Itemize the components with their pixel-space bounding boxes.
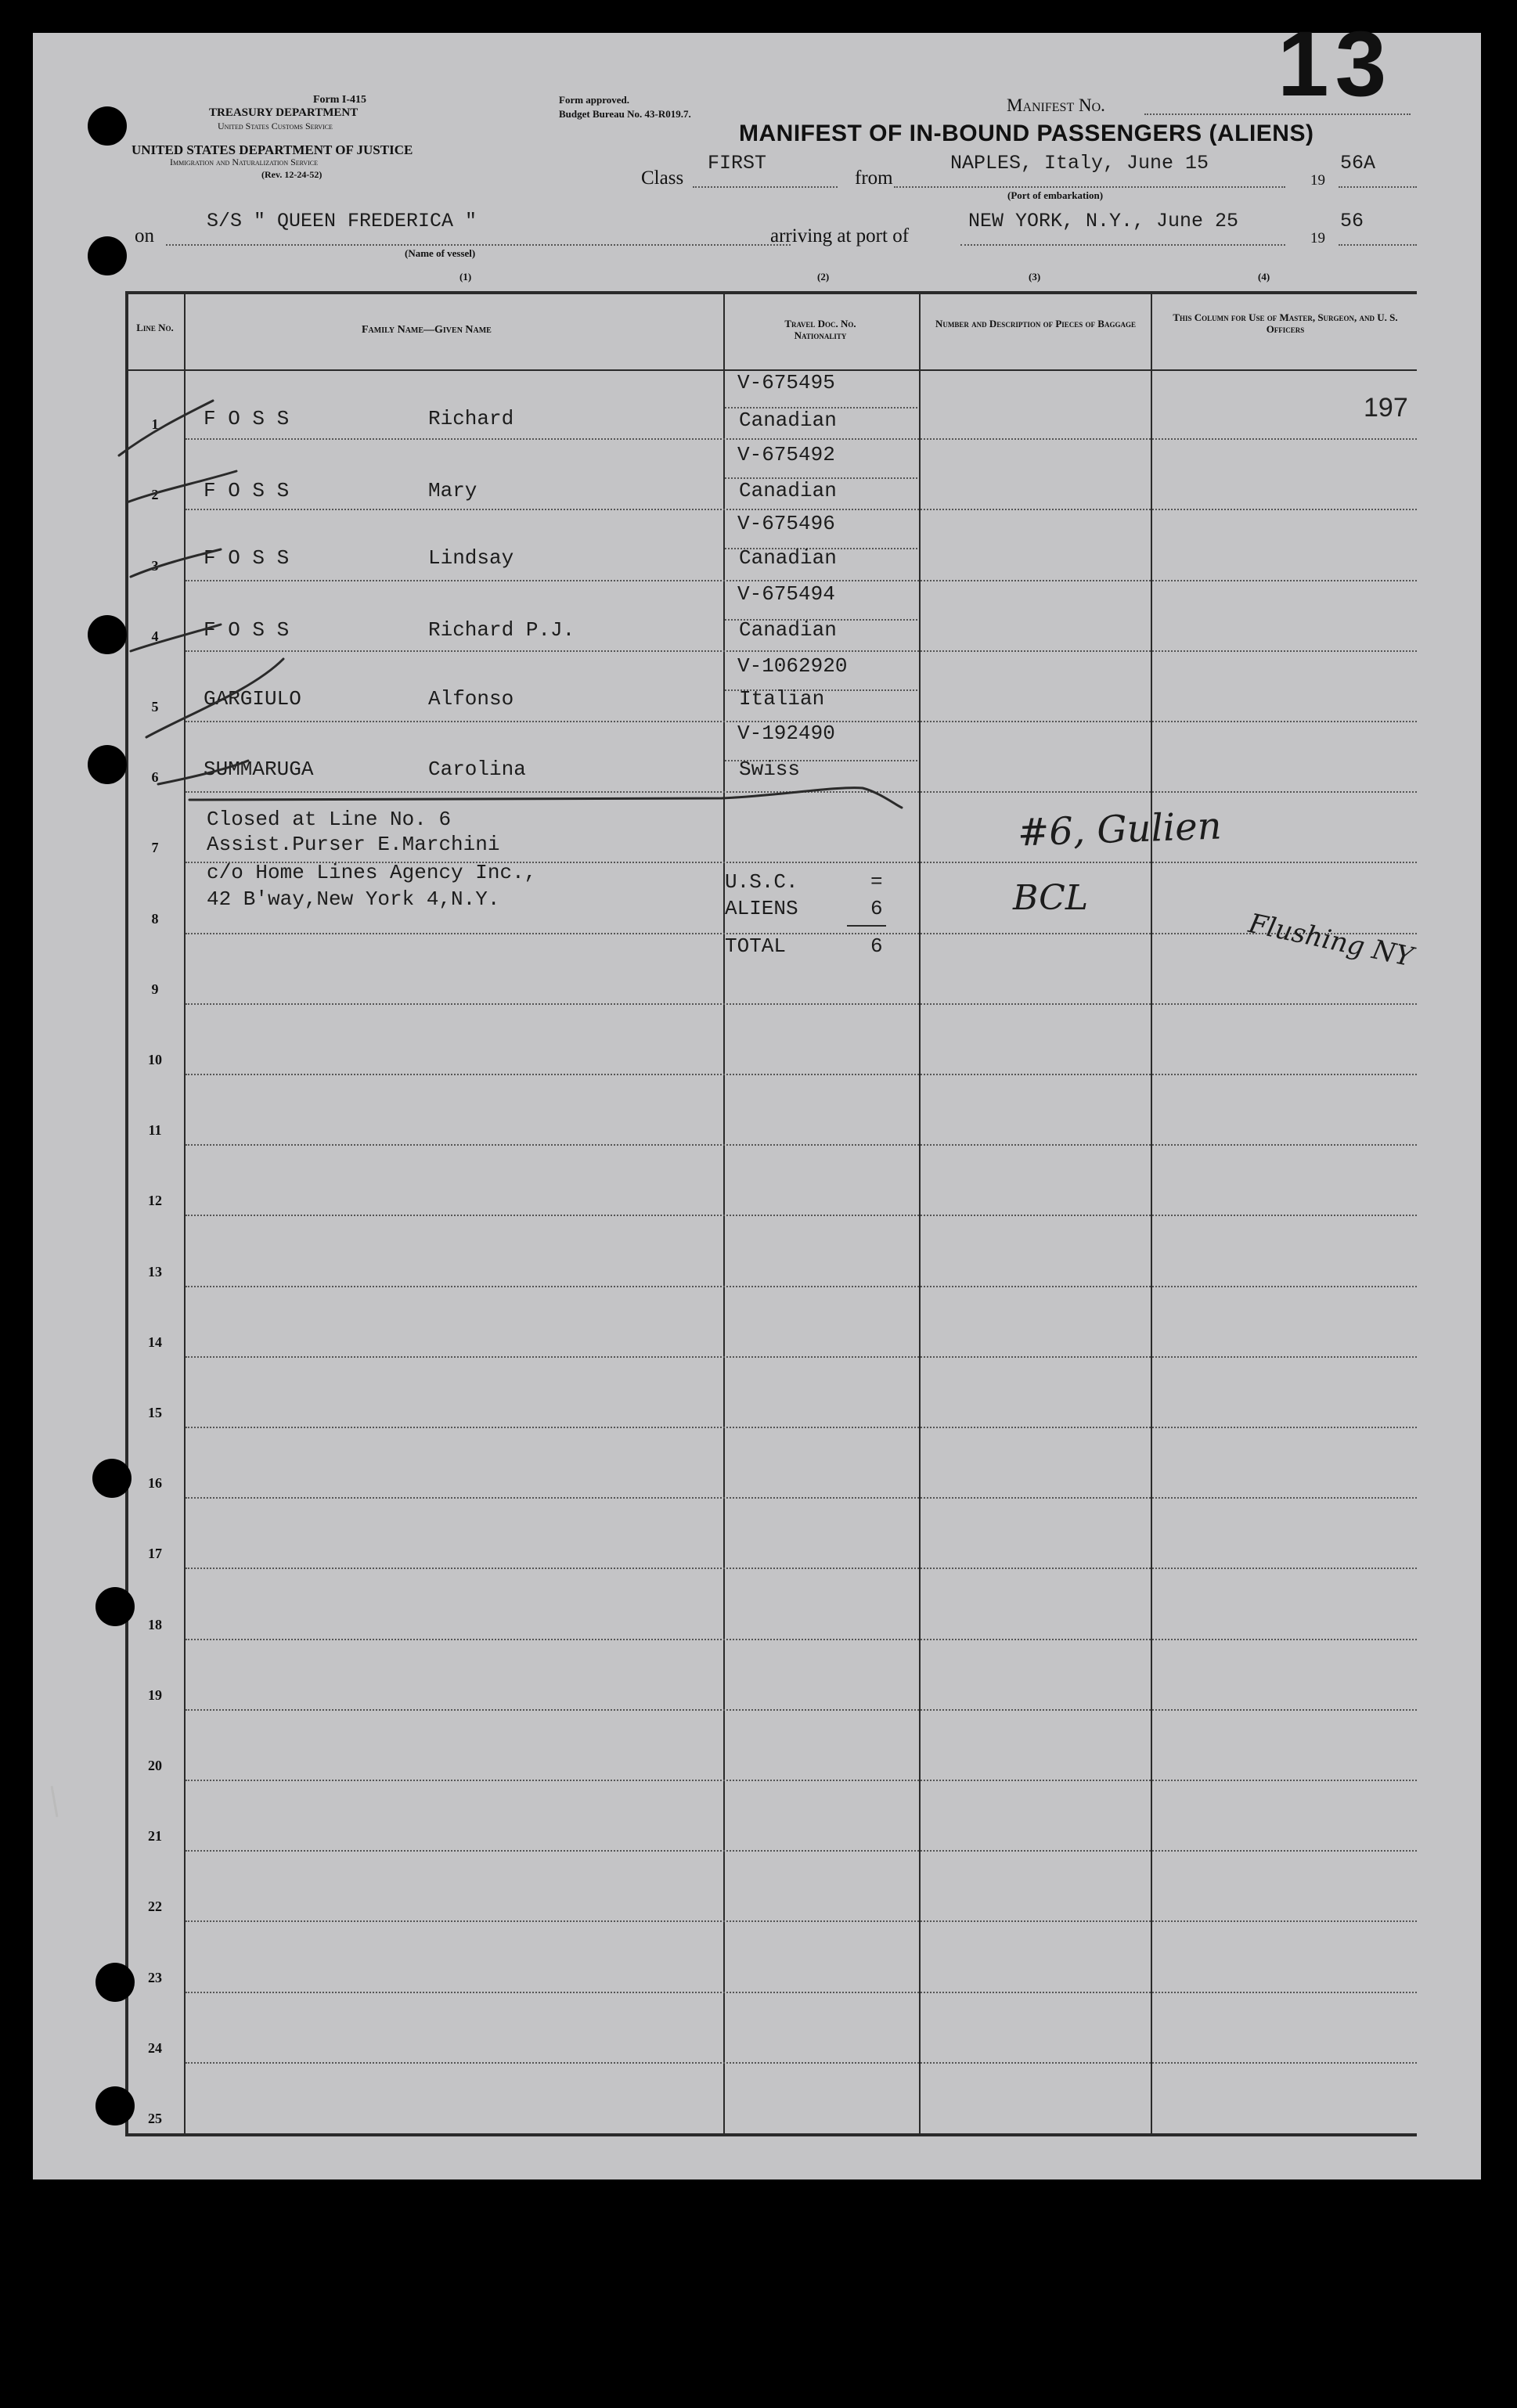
closing-line-2: Assist.Purser E.Marchini <box>207 833 500 856</box>
passenger-given-name: Lindsay <box>428 546 514 570</box>
closing-rule <box>189 788 902 808</box>
aliens-label: ALIENS <box>725 897 798 920</box>
line-number: 25 <box>148 2111 162 2126</box>
line-number: 17 <box>148 1546 162 1562</box>
closing-line-1: Closed at Line No. 6 <box>207 808 452 831</box>
col-header-officers: This Column for Use of Master, Surgeon, and U. S. Officers <box>1173 311 1398 335</box>
arriving-year: 56 <box>1340 210 1364 232</box>
travel-doc-number: V-1062920 <box>737 654 848 678</box>
check-mark-3 <box>131 549 221 577</box>
from-year: 56A <box>1340 152 1376 175</box>
form-number: Form I-415 <box>313 94 367 106</box>
manifest-title: MANIFEST OF IN-BOUND PASSENGERS (ALIENS) <box>739 121 1314 146</box>
total-label: TOTAL <box>725 934 787 958</box>
from-year-prefix: 19 <box>1310 172 1325 189</box>
handwritten-note-2: BCL <box>1013 878 1089 918</box>
line-number: 19 <box>148 1686 162 1703</box>
vessel-caption: (Name of vessel) <box>405 247 476 259</box>
nationality: Canadian <box>739 409 837 432</box>
handwritten-note-3: Flushing NY <box>1245 908 1416 974</box>
line-number: 8 <box>151 910 159 927</box>
passenger-family-name: F O S S <box>204 479 290 502</box>
line-number: 5 <box>151 699 159 714</box>
line-number: 10 <box>148 1052 162 1067</box>
from-value: NAPLES, Italy, June 15 <box>950 152 1209 175</box>
binder-hole <box>88 615 127 654</box>
column-number-4: (4) <box>1258 271 1270 283</box>
check-mark-4 <box>131 624 221 651</box>
col-header-baggage: Number and Description of Pieces of Baggage <box>935 318 1136 329</box>
column-number-2: (2) <box>817 271 830 283</box>
usc-value: = <box>870 870 883 894</box>
line-number: 16 <box>148 1475 162 1492</box>
line-number: 23 <box>148 1969 162 1985</box>
binder-hole <box>88 745 127 784</box>
on-label: on <box>135 225 154 247</box>
binder-hole <box>88 106 127 146</box>
check-mark-5 <box>146 659 283 737</box>
line-number: 2 <box>151 487 159 503</box>
passenger-given-name: Mary <box>428 479 477 502</box>
passenger-family-name: SUMMARUGA <box>204 758 314 781</box>
line-number: 15 <box>148 1405 162 1420</box>
line-number: 22 <box>148 1899 162 1915</box>
column-number-1: (1) <box>459 271 472 283</box>
usc-label: U.S.C. <box>725 870 798 894</box>
handwriting-overlay <box>33 33 1481 2179</box>
travel-doc-number: V-675492 <box>737 443 835 466</box>
customs-service: United States Customs Service <box>218 121 333 131</box>
manifest-no-label: Manifest No. <box>1007 95 1105 115</box>
port-caption: (Port of embarkation) <box>1007 189 1104 201</box>
travel-doc-number: V-675494 <box>737 582 835 606</box>
binder-hole <box>95 1587 135 1626</box>
line-number: 11 <box>148 1122 162 1139</box>
passenger-given-name: Carolina <box>428 758 526 781</box>
column-number-3: (3) <box>1029 271 1041 283</box>
check-mark-1 <box>119 401 213 455</box>
nationality: Canadian <box>739 618 837 642</box>
check-mark-2 <box>127 471 236 502</box>
line-number: 21 <box>148 1828 162 1845</box>
line-number: 3 <box>151 557 159 574</box>
col-header-line: Line No. <box>136 322 174 333</box>
form-approved: Form approved. <box>559 94 630 106</box>
line-number: 14 <box>148 1334 162 1350</box>
nationality: Italian <box>739 687 825 711</box>
check-mark-6 <box>158 761 248 784</box>
passenger-family-name: F O S S <box>204 546 290 570</box>
vessel-name: S/S " QUEEN FREDERICA " <box>207 210 477 232</box>
binder-hole <box>95 2086 135 2125</box>
col-header-travel-doc: Travel Doc. No. Nationality <box>784 318 856 341</box>
line-number: 12 <box>148 1193 162 1209</box>
binder-hole <box>88 236 127 275</box>
travel-doc-number: V-675496 <box>737 512 835 535</box>
aliens-value: 6 <box>870 897 883 920</box>
nationality: Canadian <box>739 479 837 502</box>
closing-line-4: 42 B'way,New York 4,N.Y. <box>207 887 500 911</box>
line-number: 7 <box>151 840 159 856</box>
travel-doc-number: V-192490 <box>737 722 835 745</box>
nationality: Canadian <box>739 546 837 570</box>
manifest-sheet <box>33 13 1481 2179</box>
line-number: 4 <box>151 628 159 644</box>
line-number: 13 <box>148 1263 162 1280</box>
handwritten-note-1: #6, Gulien <box>1017 804 1223 855</box>
page-number: 13 <box>1277 13 1393 116</box>
line-number: 9 <box>151 981 159 997</box>
line-number: 1 <box>151 416 159 433</box>
line-number: 6 <box>151 769 159 786</box>
passenger-given-name: Richard <box>428 407 514 430</box>
travel-doc-number: V-675495 <box>737 371 835 394</box>
stamp-number: 197 <box>1364 393 1408 423</box>
ins-service: Immigration and Naturalization Service <box>170 157 319 167</box>
budget-bureau: Budget Bureau No. 43-R019.7. <box>559 108 691 120</box>
line-number: 18 <box>148 1616 162 1632</box>
revision-date: (Rev. 12-24-52) <box>261 169 322 180</box>
line-number: 20 <box>148 1758 162 1773</box>
arriving-port: NEW YORK, N.Y., June 25 <box>968 210 1239 232</box>
binder-hole <box>95 1963 135 2002</box>
arriving-year-prefix: 19 <box>1310 230 1325 247</box>
class-value: FIRST <box>708 152 767 175</box>
justice-dept: UNITED STATES DEPARTMENT OF JUSTICE <box>132 142 413 157</box>
total-value: 6 <box>870 934 883 958</box>
arriving-label: arriving at port of <box>770 225 910 247</box>
passenger-family-name: GARGIULO <box>204 687 301 711</box>
passenger-given-name: Richard P.J. <box>428 618 575 642</box>
passenger-family-name: F O S S <box>204 618 290 642</box>
closing-line-3: c/o Home Lines Agency Inc., <box>207 861 537 884</box>
binder-hole <box>92 1459 132 1498</box>
from-label: from <box>855 167 893 189</box>
nationality: Swiss <box>739 758 801 781</box>
line-number: 24 <box>148 2039 162 2056</box>
passenger-family-name: F O S S <box>204 407 290 430</box>
class-label: Class <box>641 167 684 189</box>
col-header-name: Family Name—Given Name <box>362 324 492 336</box>
treasury-dept: TREASURY DEPARTMENT <box>209 106 359 119</box>
passenger-given-name: Alfonso <box>428 687 514 711</box>
